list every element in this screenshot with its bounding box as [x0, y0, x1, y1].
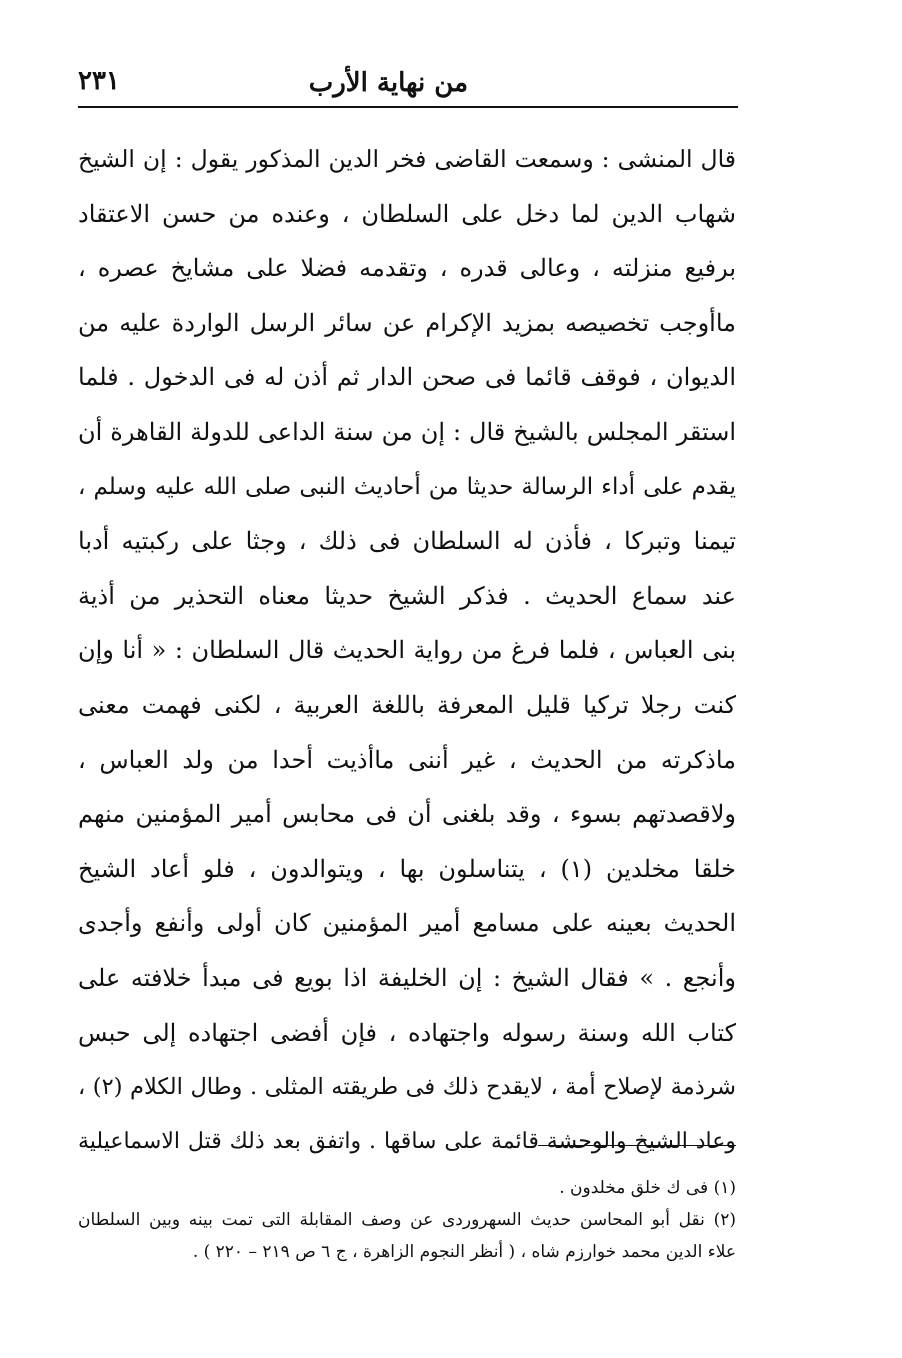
text-line: شرذمة لإصلاح أمة ، لايقدح ذلك فى طريقته المثلى . وطال الكلام (٢) ، [78, 1074, 736, 1101]
text-line: بنى العباس ، فلما فرغ من رواية الحديث قال السلطان : « أنا وإن [78, 636, 736, 665]
text-line: كنت رجلا تركيا قليل المعرفة باللغة العربية ، لكنى فهمت معنى [78, 690, 736, 719]
footnote-rule [538, 1145, 736, 1146]
text-line: ماأوجب تخصيصه بمزيد الإكرام عن سائر الرسل الواردة عليه من [78, 308, 736, 337]
text-line: وعاد الشيخ والوحشة قائمة على ساقها . واتفق بعد ذلك قتل الاسماعيلية [78, 1128, 736, 1154]
footnote-2: (٢) نقل أبو المحاسن حديث السهروردى عن وصف المقابلة التى تمت بينه وبين السلطان [78, 1210, 736, 1230]
text-line: عند سماع الحديث . فذكر الشيخ حديثا معناه التحذير من أذية [78, 581, 736, 610]
text-line: ولاقصدتهم بسوء ، وقد بلغنى أن فى محابس أمير المؤمنين منهم [78, 800, 736, 829]
text-line: برفيع منزلته ، وعالى قدره ، وتقدمه فضلا على مشايخ عصره ، [78, 254, 736, 283]
text-line: استقر المجلس بالشيخ قال : إن من سنة الداعى للدولة القاهرة أن [78, 417, 736, 446]
text-line: خلقا مخلدين (١) ، يتناسلون بها ، ويتوالدون ، فلو أعاد الشيخ [78, 854, 736, 883]
text-line: قال المنشى : وسمعت القاضى فخر الدين المذكور يقول : إن الشيخ [78, 145, 736, 173]
main-text [78, 132, 736, 1169]
footnotes [78, 1172, 736, 1268]
text-line: كتاب الله وسنة رسوله واجتهاده ، فإن أفضى اجتهاده إلى حبس [78, 1018, 736, 1047]
text-line: تيمنا وتبركا ، فأذن له السلطان فى ذلك ، وجثا على ركبتيه أدبا [78, 527, 736, 556]
text-line: شهاب الدين لما دخل على السلطان ، وعنده من حسن الاعتقاد [78, 199, 736, 228]
text-line: الحديث بعينه على مسامع أمير المؤمنين كان أولى وأنفع وأجدى [78, 909, 736, 938]
running-title: من نهاية الأرب [308, 68, 468, 98]
text-line: الديوان ، فوقف قائما فى صحن الدار ثم أذن له فى الدخول . فلما [78, 363, 736, 392]
footnote-1: (١) فى ك خلق مخلدون . [559, 1178, 736, 1198]
running-header [78, 64, 738, 106]
text-line: يقدم على أداء الرسالة حديثا من أحاديث النبى صلى الله عليه وسلم ، [78, 473, 736, 500]
text-line: وأنجع . » فقال الشيخ : إن الخليفة اذا بويع فى مبدأ خلافته على [78, 963, 736, 992]
text-line: ماذكرته من الحديث ، غير أننى ماأذيت أحدا من ولد العباس ، [78, 745, 736, 774]
footnote-2-continued: علاء الدين محمد خوارزم شاه ، ( أنظر النجوم الزاهرة ، ج ٦ ص ٢١٩ – ٢٢٠ ) . [192, 1242, 736, 1262]
header-rule [78, 106, 738, 108]
page-number: ٢٣١ [78, 66, 120, 96]
